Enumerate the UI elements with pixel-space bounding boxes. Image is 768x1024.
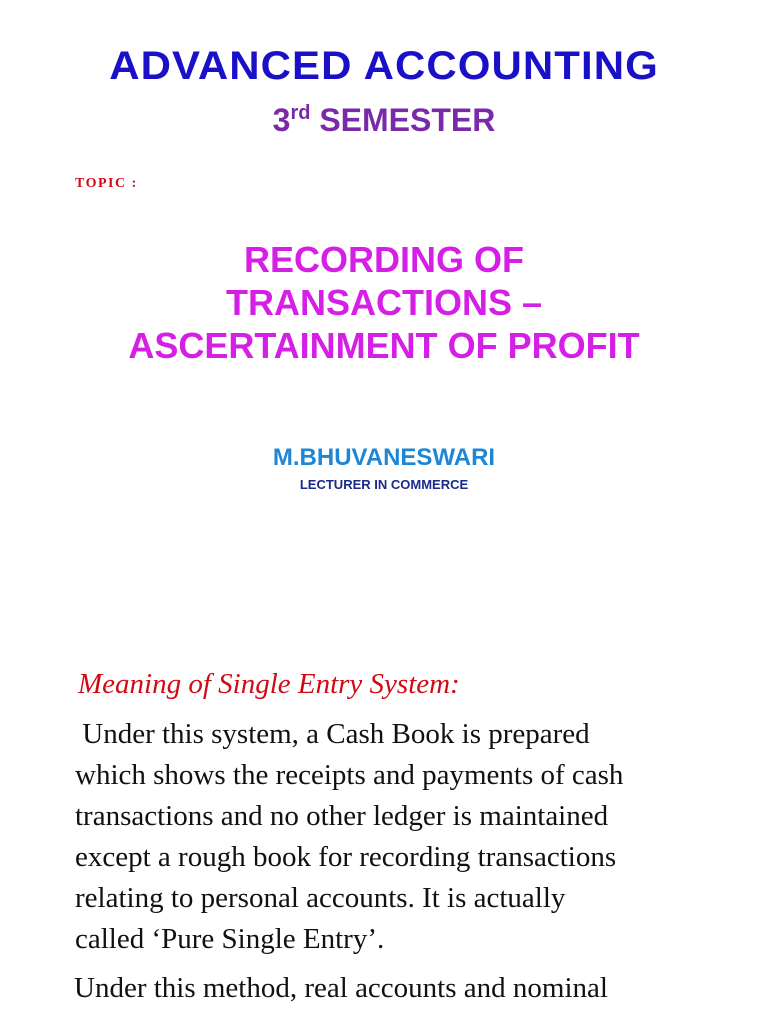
topic-title-line: ASCERTAINMENT OF PROFIT bbox=[128, 325, 640, 366]
paragraph-line: which shows the receipts and payments of cash bbox=[75, 759, 624, 791]
topic-title-line: TRANSACTIONS – bbox=[225, 282, 543, 323]
body-paragraph bbox=[74, 968, 734, 1009]
author-name: M.BHUVANESWARI bbox=[272, 444, 496, 471]
paragraph-line: called ‘Pure Single Entry’. bbox=[75, 923, 385, 955]
semester-word: SEMESTER bbox=[310, 102, 496, 138]
author-role: LECTURER IN COMMERCE bbox=[299, 477, 469, 492]
paragraph-line: Under this system, a Cash Book is prepared bbox=[75, 718, 590, 750]
topic-title-line: RECORDING OF bbox=[243, 239, 524, 280]
paragraph-line: transactions and no other ledger is maintained bbox=[75, 800, 609, 832]
paragraph-line: relating to personal accounts. It is actually bbox=[75, 882, 566, 914]
semester-label bbox=[0, 102, 768, 139]
course-title: ADVANCED ACCOUNTING bbox=[109, 44, 659, 88]
semester-number: 3 bbox=[272, 102, 291, 138]
section-heading: Meaning of Single Entry System: bbox=[78, 668, 460, 700]
paragraph-line: except a rough book for recording transactions bbox=[75, 841, 617, 873]
paragraph-line: Under this method, real accounts and nominal bbox=[74, 972, 608, 1004]
topic-label: TOPIC : bbox=[75, 176, 138, 191]
topic-title bbox=[0, 238, 768, 367]
body-paragraph bbox=[75, 714, 735, 960]
semester-ordinal-suffix: rd bbox=[290, 102, 311, 124]
